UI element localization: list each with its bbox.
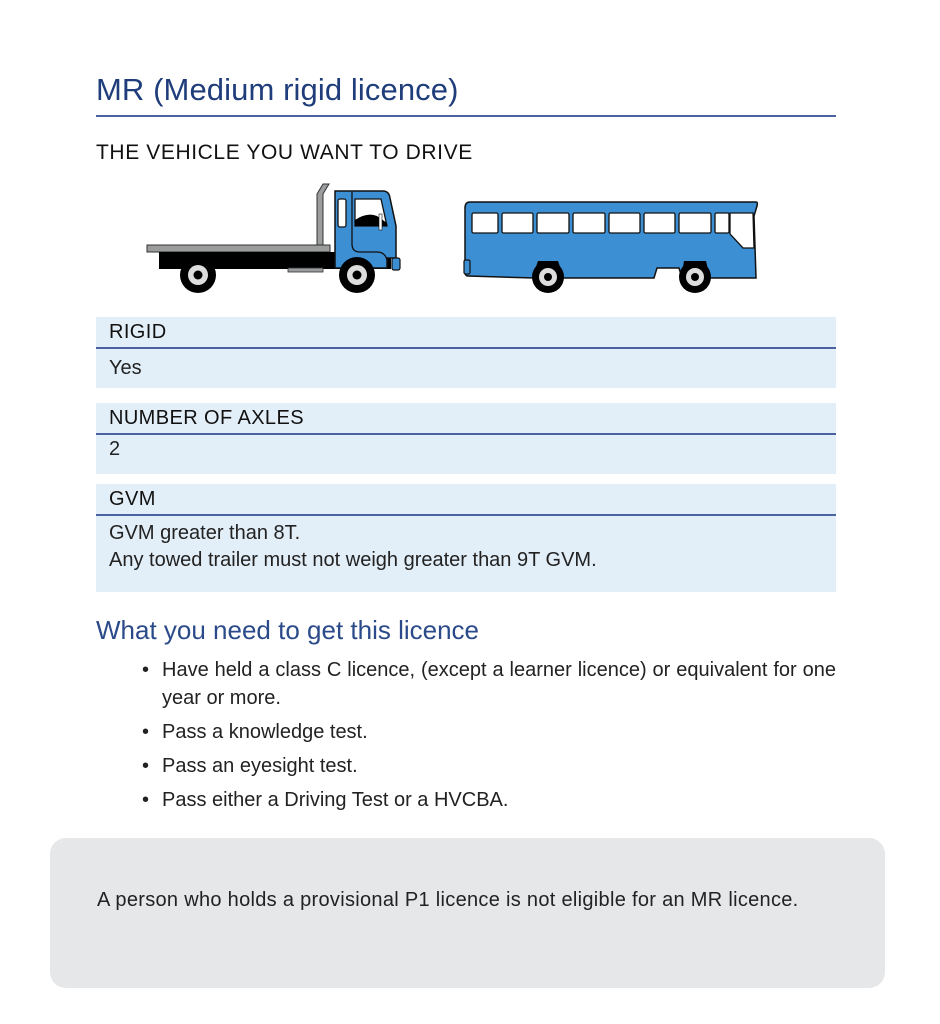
- flatbed-truck-icon: [145, 178, 403, 294]
- eligibility-note-text: A person who holds a provisional P1 licence is not eligible for an MR licence.: [97, 889, 799, 911]
- spec-rigid-label: RIGID: [96, 317, 836, 349]
- requirement-text: Pass an eyesight test.: [162, 755, 358, 777]
- requirement-text: Pass a knowledge test.: [162, 721, 368, 743]
- page-title: MR (Medium rigid licence): [96, 72, 459, 107]
- bullet-icon: •: [142, 755, 150, 777]
- spec-axles-value: 2: [109, 438, 121, 460]
- spec-gvm-value-line: GVM greater than 8T.: [109, 522, 301, 544]
- requirement-item: [142, 656, 836, 712]
- title-divider: [96, 115, 836, 117]
- spec-rigid-value: Yes: [109, 357, 142, 379]
- requirement-item: [142, 718, 836, 746]
- bullet-icon: •: [142, 789, 150, 811]
- spec-gvm-value: [96, 516, 836, 574]
- requirement-text: Pass either a Driving Test or a HVCBA.: [162, 789, 509, 811]
- spec-gvm: [96, 484, 836, 592]
- spec-rigid: [96, 317, 836, 388]
- spec-axles: [96, 403, 836, 474]
- spec-gvm-label: GVM: [96, 484, 836, 516]
- spec-axles-label: NUMBER OF AXLES: [96, 403, 836, 435]
- vehicle-section-heading: THE VEHICLE YOU WANT TO DRIVE: [96, 141, 473, 164]
- requirements-heading: What you need to get this licence: [96, 615, 480, 645]
- requirement-item: [142, 752, 836, 780]
- spec-gvm-value-line: Any towed trailer must not weigh greater than 9T GVM.: [109, 549, 597, 571]
- eligibility-note: [50, 838, 885, 988]
- requirements-list: [142, 656, 836, 820]
- requirement-text: Have held a class C licence, (except a learner licence) or equivalent for one year or more.: [162, 659, 836, 709]
- bullet-icon: •: [142, 659, 150, 681]
- bullet-icon: •: [142, 721, 150, 743]
- requirement-item: [142, 786, 836, 814]
- bus-icon: [462, 198, 760, 294]
